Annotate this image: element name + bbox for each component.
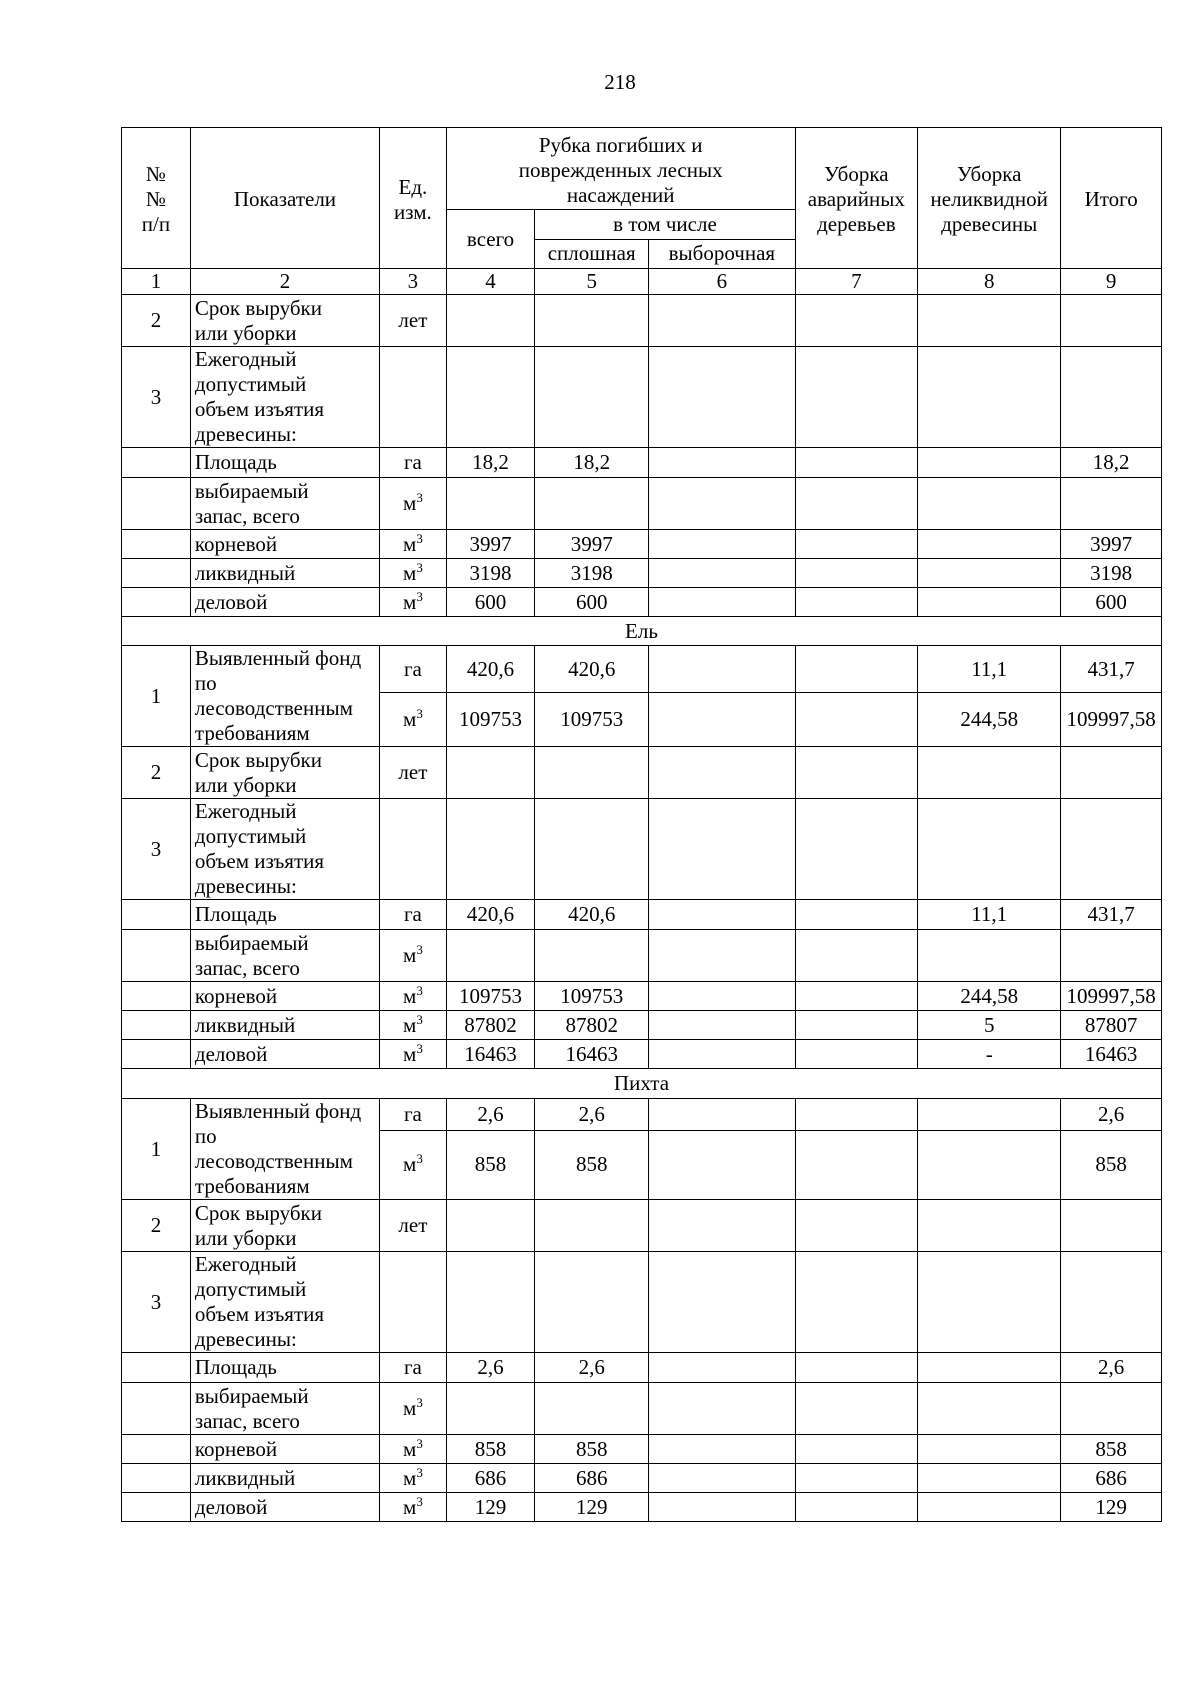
row-number: 3 [122,1252,191,1353]
value-cell: 2,6 [446,1099,535,1131]
row-label: деловой [190,1493,379,1522]
row-unit: лет [380,747,447,799]
page-number: 218 [604,70,636,94]
index-cell: 7 [795,269,917,295]
row-unit: га [380,448,447,478]
row-label: ликвидный [190,559,379,588]
row-label: корневой [190,530,379,559]
section-row-fir [122,1069,1162,1099]
row-unit: $м^3$ [380,1435,447,1464]
value-cell: 686 [535,1464,649,1493]
value-cell: 109753 [446,982,535,1011]
row-label: Срок вырубки или уборки [190,295,379,347]
value-cell: 87802 [535,1011,649,1040]
value-cell: 16463 [535,1040,649,1069]
row-number: 3 [122,347,191,448]
row-unit: $м^3$ [380,1130,447,1199]
value-cell: 600 [1061,588,1162,617]
row-unit: лет [380,1200,447,1252]
value-cell: 600 [535,588,649,617]
value-cell: 129 [446,1493,535,1522]
section-title: Пихта [122,1069,1162,1099]
row-label: корневой [190,1435,379,1464]
table-row [122,747,1162,799]
row-number: 2 [122,747,191,799]
index-cell: 2 [190,269,379,295]
row-number: 2 [122,295,191,347]
value-cell: 18,2 [1061,448,1162,478]
value-cell: 858 [446,1435,535,1464]
value-cell: 858 [535,1130,649,1199]
table-row [122,799,1162,900]
row-unit: $м^3$ [380,530,447,559]
value-cell: 87807 [1061,1011,1162,1040]
row-label: Срок вырубки или уборки [190,1200,379,1252]
value-cell: 16463 [446,1040,535,1069]
row-label: выбираемый запас, всего [190,478,379,530]
row-number: 3 [122,799,191,900]
index-cell: 9 [1061,269,1162,295]
table-row [122,1493,1162,1522]
value-cell: 686 [1061,1464,1162,1493]
value-cell: 858 [535,1435,649,1464]
value-cell: 129 [1061,1493,1162,1522]
table-row [122,900,1162,930]
value-cell: 109753 [446,693,535,747]
table-row [122,588,1162,617]
row-number: 2 [122,1200,191,1252]
header-number: № № п/п [122,128,191,269]
table-row [122,1435,1162,1464]
row-unit: $м^3$ [380,1011,447,1040]
row-label: деловой [190,1040,379,1069]
row-unit: $м^3$ [380,478,447,530]
table-row [122,930,1162,982]
value-cell: 431,7 [1061,646,1162,693]
value-cell: 2,6 [1061,1099,1162,1131]
header-unit: Ед. изм. [380,128,447,269]
forestry-table [121,127,1162,1522]
value-cell: 420,6 [535,646,649,693]
row-number: 1 [122,646,191,747]
value-cell: 129 [535,1493,649,1522]
value-cell: 109997,58 [1061,693,1162,747]
row-unit: га [380,646,447,693]
value-cell: 2,6 [1061,1353,1162,1383]
table-row [122,1464,1162,1493]
table-row [122,646,1162,693]
section-title: Ель [122,617,1162,646]
value-cell: 244,58 [918,693,1061,747]
value-cell: 11,1 [918,900,1061,930]
row-unit: га [380,1353,447,1383]
row-unit: $м^3$ [380,1040,447,1069]
row-unit: га [380,900,447,930]
value-cell: 431,7 [1061,900,1162,930]
row-label: Площадь [190,448,379,478]
row-unit: $м^3$ [380,588,447,617]
row-label: корневой [190,982,379,1011]
value-cell: 2,6 [535,1099,649,1131]
value-cell: 3198 [446,559,535,588]
row-label: Выявленный фонд по лесоводственным требованиям [190,646,379,747]
row-label: деловой [190,588,379,617]
value-cell: 109997,58 [1061,982,1162,1011]
table-row [122,295,1162,347]
value-cell: 858 [1061,1130,1162,1199]
index-cell: 3 [380,269,447,295]
value-cell: 109753 [535,693,649,747]
header-row-1 [122,128,1162,210]
value-cell: 11,1 [918,646,1061,693]
value-cell: 3997 [446,530,535,559]
value-cell: 858 [446,1130,535,1199]
value-cell: 244,58 [918,982,1061,1011]
row-unit: $м^3$ [380,1464,447,1493]
value-cell: 5 [918,1011,1061,1040]
header-including: в том числе [535,210,795,240]
index-cell: 5 [535,269,649,295]
value-cell: 420,6 [446,900,535,930]
section-row-spruce [122,617,1162,646]
row-unit: лет [380,295,447,347]
value-cell: 18,2 [535,448,649,478]
value-cell: 858 [1061,1435,1162,1464]
table-row [122,1383,1162,1435]
table-row [122,347,1162,448]
value-cell: 109753 [535,982,649,1011]
table-row [122,1099,1162,1131]
header-total: Итого [1061,128,1162,269]
value-cell: 3198 [535,559,649,588]
row-label: Площадь [190,1353,379,1383]
value-cell: 420,6 [446,646,535,693]
header-illiquid-wood: Уборка неликвидной древесины [918,128,1061,269]
row-label: выбираемый запас, всего [190,1383,379,1435]
value-cell: 686 [446,1464,535,1493]
row-unit: $м^3$ [380,982,447,1011]
table-row [122,559,1162,588]
value-cell: 2,6 [446,1353,535,1383]
row-label: выбираемый запас, всего [190,930,379,982]
header-clear: сплошная [535,239,649,269]
row-unit: га [380,1099,447,1131]
row-unit: $м^3$ [380,693,447,747]
value-cell: 3198 [1061,559,1162,588]
value-cell: 16463 [1061,1040,1162,1069]
table-row [122,1200,1162,1252]
row-unit: $м^3$ [380,1493,447,1522]
header-emergency-trees: Уборка аварийных деревьев [795,128,917,269]
row-label: Ежегодный допустимый объем изъятия древесины: [190,799,379,900]
table-row [122,478,1162,530]
value-cell: 2,6 [535,1353,649,1383]
table-row [122,1040,1162,1069]
row-unit: $м^3$ [380,930,447,982]
header-index-row [122,269,1162,295]
value-cell: 3997 [535,530,649,559]
row-unit: $м^3$ [380,559,447,588]
value-cell: 18,2 [446,448,535,478]
row-number: 1 [122,1099,191,1200]
index-cell: 4 [446,269,535,295]
row-label: Ежегодный допустимый объем изъятия древесины: [190,347,379,448]
table-row [122,1252,1162,1353]
row-label: ликвидный [190,1011,379,1040]
row-label: ликвидный [190,1464,379,1493]
table-row [122,1011,1162,1040]
row-label: Площадь [190,900,379,930]
table-row [122,530,1162,559]
header-total-all: всего [446,210,535,269]
header-selective: выборочная [649,239,796,269]
value-cell: 420,6 [535,900,649,930]
table-row [122,448,1162,478]
table-row [122,1353,1162,1383]
header-felling: Рубка погибших и поврежденных лесных насаждений [446,128,795,210]
index-cell: 8 [918,269,1061,295]
row-label: Выявленный фонд по лесоводственным требованиям [190,1099,379,1200]
value-cell: 3997 [1061,530,1162,559]
value-cell: 87802 [446,1011,535,1040]
row-label: Ежегодный допустимый объем изъятия древесины: [190,1252,379,1353]
index-cell: 1 [122,269,191,295]
index-cell: 6 [649,269,796,295]
row-unit: $м^3$ [380,1383,447,1435]
value-cell: 600 [446,588,535,617]
table-row [122,982,1162,1011]
header-indicators: Показатели [190,128,379,269]
value-cell: - [918,1040,1061,1069]
row-label: Срок вырубки или уборки [190,747,379,799]
